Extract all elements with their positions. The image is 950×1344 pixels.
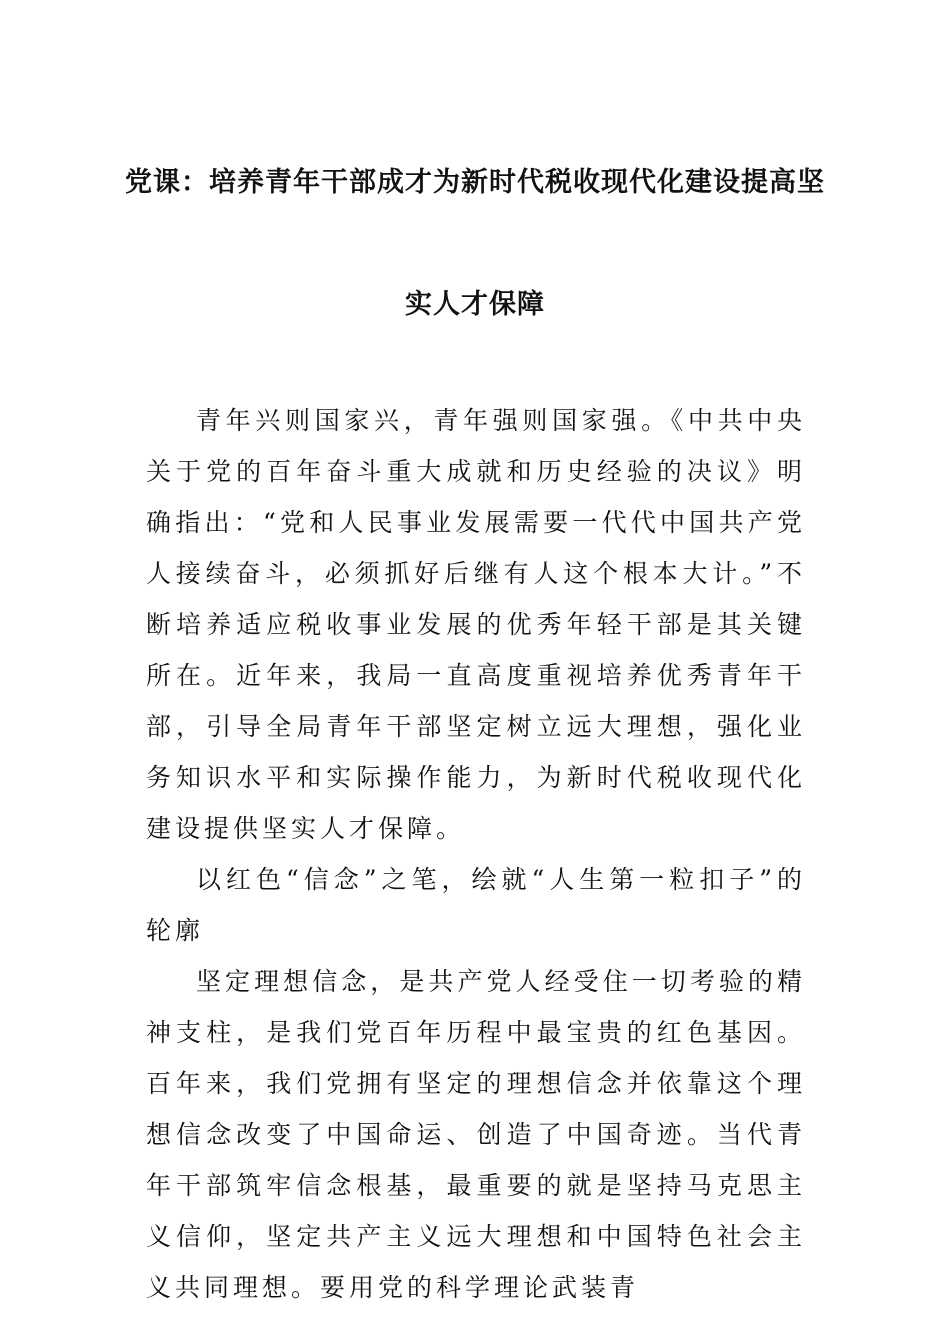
document-title-line-2: 实人才保障 <box>405 289 545 320</box>
document-title-line-1: 党课：培养青年干部成才为新时代税收现代化建设提高坚 <box>125 167 825 198</box>
paragraph-section-heading: 以红色“信念”之笔，绘就“人生第一粒扣子”的轮廓 <box>146 865 806 945</box>
paragraph-ideals: 坚定理想信念，是共产党人经受住一切考验的精神支柱，是我们党百年历程中最宝贵的红色基因。百年来，我们党拥有坚定的理想信念并依靠这个理想信念改变了中国命运、创造了中国奇迹。当代青年干部筑牢信念根基，最重要的就是坚持马克思主义信仰，坚定共产主义远大理想和中国特色社会主义共同理想。要用党的科学理论武装青 <box>146 967 806 1302</box>
document-body <box>146 395 806 1313</box>
paragraph-intro: 青年兴则国家兴，青年强则国家强。《中共中央关于党的百年奋斗重大成就和历史经验的决议》明确指出：“党和人民事业发展需要一代代中国共产党人接续奋斗，必须抓好后继有人这个根本大计。”不断培养适应税收事业发展的优秀年轻干部是其关键所在。近年来，我局一直高度重视培养优秀青年干部，引导全局青年干部坚定树立远大理想，强化业务知识水平和实际操作能力，为新时代税收现代化建设提供坚实人才保障。 <box>146 406 806 843</box>
